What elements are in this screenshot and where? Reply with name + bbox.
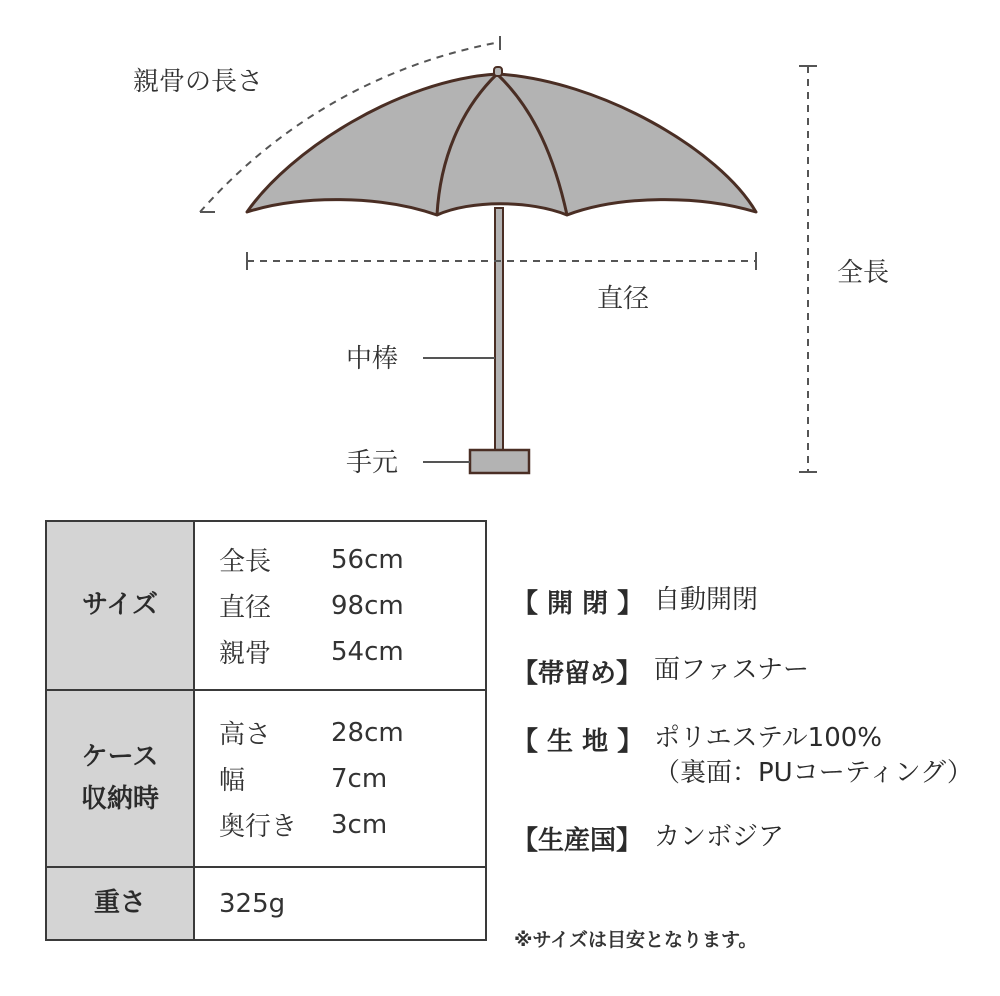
size-note: ※サイズは目安となります。 bbox=[514, 929, 758, 951]
spec-item-diameter: 直径 98cm bbox=[219, 590, 404, 623]
row-header-weight: 重さ bbox=[47, 868, 195, 939]
table-row-weight bbox=[47, 868, 485, 939]
row-body-case bbox=[195, 691, 485, 866]
row-header-case: ケース 収納時 bbox=[47, 691, 195, 866]
umbrella-canopy bbox=[247, 74, 756, 215]
spec-item-height: 高さ 28cm bbox=[219, 717, 404, 750]
total-length-label: 全長 bbox=[837, 258, 890, 288]
attr-strap: 【帯留め】 面ファスナー bbox=[512, 655, 809, 689]
spec-item-width: 幅 7cm bbox=[219, 763, 388, 796]
spec-item-total-length: 全長 56cm bbox=[219, 544, 404, 577]
shaft-label: 中棒 bbox=[346, 344, 399, 374]
spec-table bbox=[45, 520, 487, 941]
rib-length-label: 親骨の長さ bbox=[133, 67, 264, 97]
attr-open-close: 【 開 閉 】 自動開閉 bbox=[512, 585, 759, 619]
handle-label: 手元 bbox=[346, 448, 399, 478]
row-header-size: サイズ bbox=[47, 522, 195, 689]
umbrella-handle bbox=[470, 450, 529, 473]
attr-fabric: 【 生 地 】 ポリエステル100% （裏面：PUコーティング） bbox=[512, 723, 973, 789]
table-row-size bbox=[47, 522, 485, 691]
umbrella-shaft bbox=[495, 208, 503, 452]
table-row-case bbox=[47, 691, 485, 868]
spec-item-depth: 奥行き 3cm bbox=[219, 809, 388, 842]
row-body-size bbox=[195, 522, 485, 689]
row-body-weight bbox=[195, 868, 485, 939]
diameter-label: 直径 bbox=[597, 284, 650, 314]
spec-item-weight: 325g bbox=[219, 888, 286, 919]
umbrella-tip bbox=[494, 67, 502, 76]
spec-item-rib: 親骨 54cm bbox=[219, 636, 404, 669]
attr-country: 【生産国】 カンボジア bbox=[512, 822, 785, 856]
